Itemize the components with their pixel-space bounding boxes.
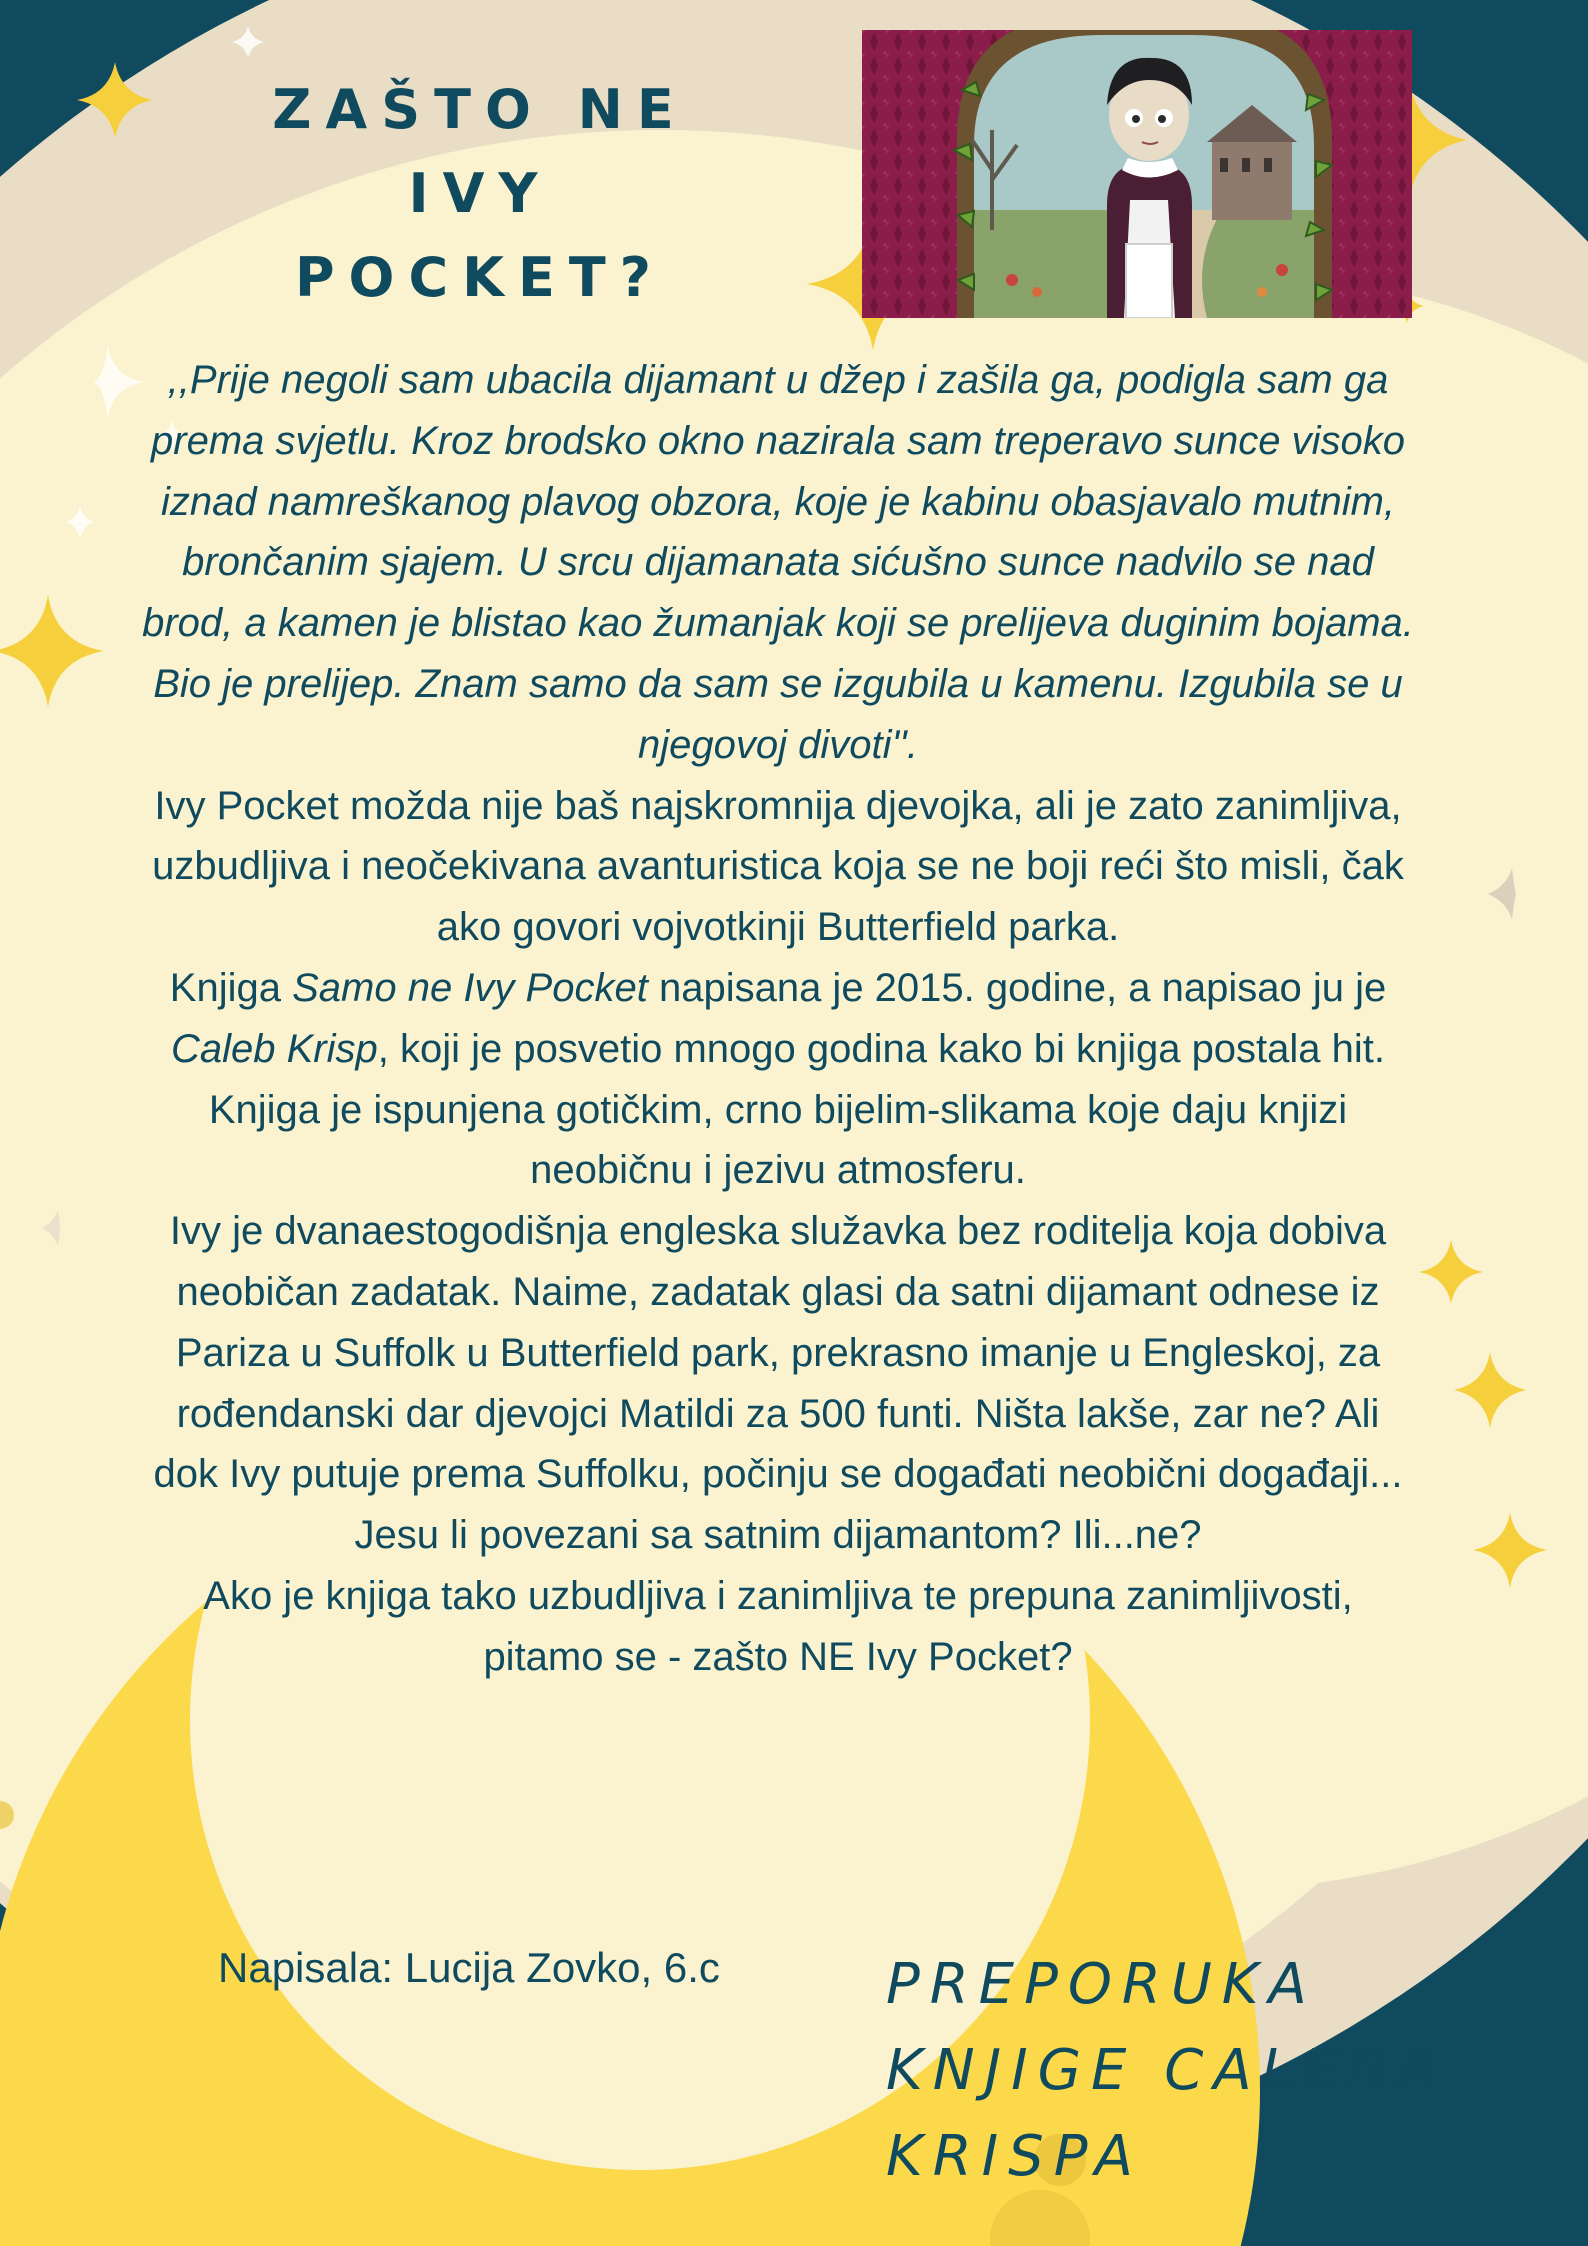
book-info-text-2: napisana je 2015. godine, a napisao ju je [647,965,1387,1010]
paragraph-intro: Ivy Pocket možda nije baš najskromnija djevojka, ali je zato zanimljiva, uzbudljiva i neočekivana avanturistica koja se ne boji reći što misli, čak ako govori vojvotkinji Butterfield parka. [152,783,1404,950]
title-line-1: ZAŠTO NE [272,78,688,141]
recommendation-line-2: KNJIGE CALEBA [886,2038,1445,2103]
book-title: Samo ne Ivy Pocket [292,965,648,1010]
recommendation-line-1: PREPORUKA [886,1952,1317,2017]
paragraph-book-info [140,958,1416,1201]
book-info-text-3: , koji je posvetio mnogo godina kako bi knjiga postala hit. Knjiga je ispunjena gotičkim, crno bijelim-slikama koje daju knjizi neobičnu i jezivu atmosferu. [208,1026,1386,1193]
title-line-2: IVY [408,162,552,225]
paragraph-plot: Ivy je dvanaestogodišnja engleska služavka bez roditelja koja dobiva neobičan zadatak. Naime, zadatak glasi da satni dijamant odnese iz Pariza u Suffolk u Butterfield park, prekrasno imanje u Engleskoj, za rođendanski dar djevojci Matildi za 500 funti. Ništa lakše, zar ne? Ali dok Ivy putuje prema Suffolku, počinju se događati neobični događaji... Jesu li povezani sa satnim dijamantom? Ili...ne? [153,1209,1403,1558]
recommendation-heading [886,1942,1566,2200]
ivy-pocket-illustration [862,30,1412,318]
book-quote: ,,Prije negoli sam ubacila dijamant u džep i zašila ga, podigla sam ga prema svjetlu. Kroz brodsko okno nazirala sam treperavo sunce visoko iznad namreškanog plavog obzora, koje je kabinu obasjavalo mutnim, brončanim sjajem. U srcu dijamanata sićušno sunce nadvilo se nad brod, a kamen je blistao kao žumanjak koji se prelijeva duginim bojama. Bio je prelijep. Znam samo da sam se izgubila u kamenu. Izgubila se u njegovoj divoti''. [142,358,1414,767]
recommendation-line-3: KRISPA [886,2124,1143,2189]
author-name: Caleb Krisp [170,1026,378,1071]
book-info-text-1: Knjiga [169,965,293,1010]
article-body [140,350,1416,1688]
author-signature: Napisala: Lucija Zovko, 6.c [218,1944,720,1991]
paragraph-conclusion: Ako je knjiga tako uzbudljiva i zanimljiva te prepuna zanimljivosti, pitamo se - zašto NE Ivy Pocket? [203,1573,1353,1679]
page-title [200,68,760,320]
title-line-3: POCKET? [294,246,665,309]
